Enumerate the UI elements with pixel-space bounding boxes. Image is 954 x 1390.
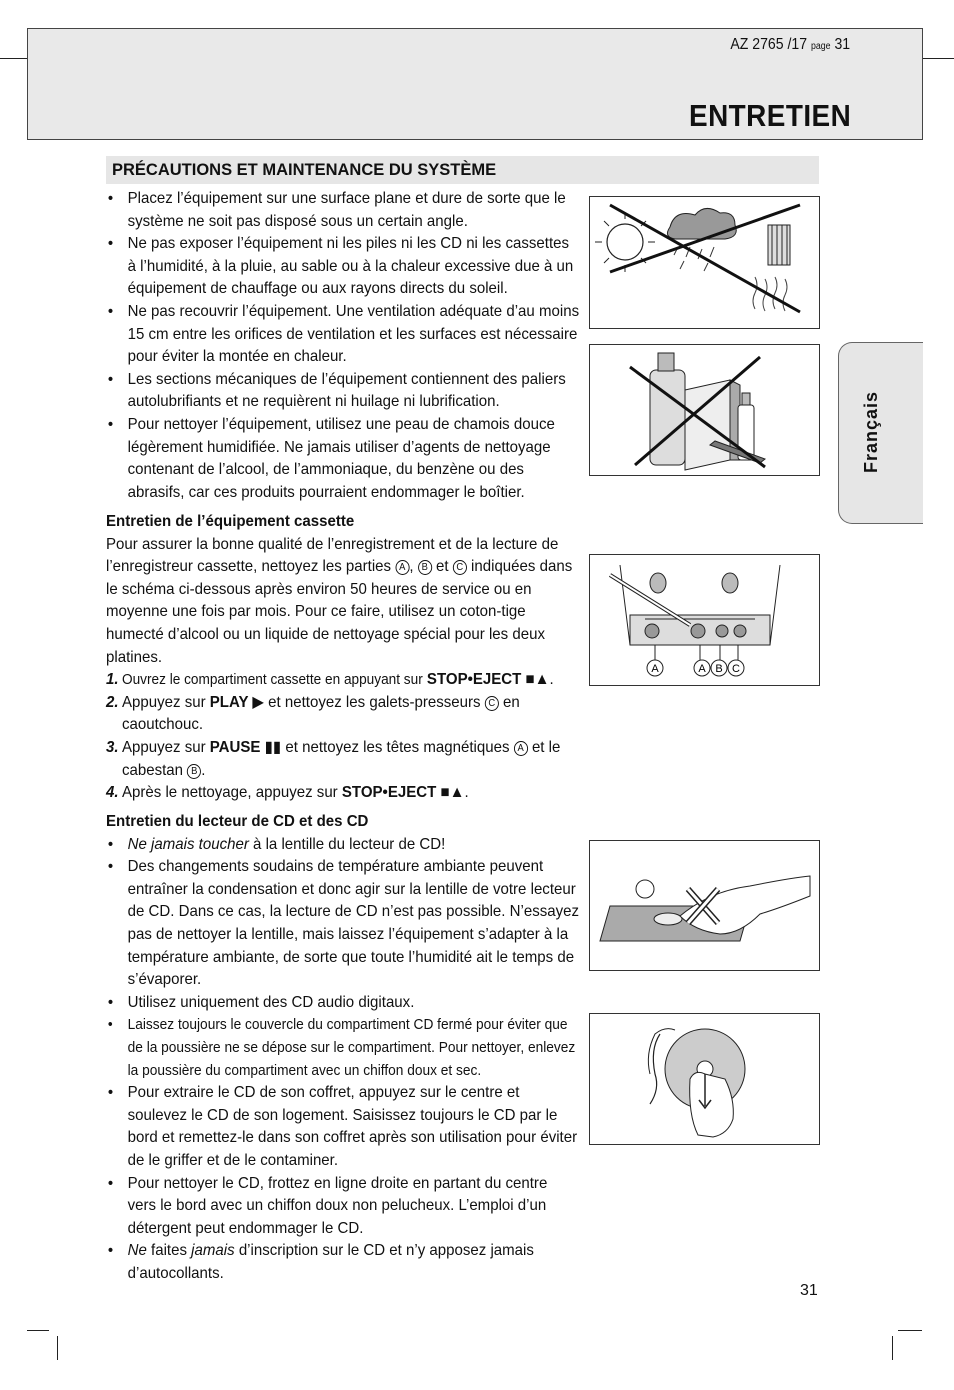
figure-label: A — [651, 663, 659, 675]
step-text: . — [464, 784, 469, 802]
figure-label: A — [698, 663, 706, 675]
cd-lens-drawing — [590, 841, 819, 970]
cassette-deck-illustration — [589, 554, 820, 686]
cd-list — [106, 834, 580, 1286]
emphasis-text: Ne jamais toucher — [127, 835, 249, 853]
page-title: ENTRETIEN — [688, 98, 851, 133]
list-item — [106, 1240, 580, 1285]
weather-hazard-illustration — [589, 196, 820, 329]
cd-cleaning-drawing — [590, 1014, 819, 1144]
precautions-list — [106, 188, 580, 504]
crop-mark — [27, 1330, 49, 1331]
key-label: STOP•EJECT ■▲ — [341, 784, 465, 802]
step-text: en caoutchouc. — [121, 693, 520, 734]
cassette-section — [106, 511, 580, 805]
step-text: et le cabestan — [121, 738, 561, 779]
list-item: • Les sections mécaniques de l’équipement contiennent des paliers autolubrifiants et ne requièrent ni huilage ni lubrification. — [106, 369, 580, 414]
cd-section — [106, 811, 580, 1285]
step-number: 1. — [106, 671, 119, 689]
list-item: • Utilisez uniquement des CD audio digitaux. — [106, 992, 580, 1015]
list-item: • Pour extraire le CD de son coffret, appuyez sur le centre et soulevez le CD de son logement. Saisissez toujours le CD par le bord et remettez-le dans son coffret après son utilisation pour éviter de le griffer et de le contaminer. — [106, 1082, 580, 1172]
list-item: • Pour nettoyer le CD, frottez en ligne droite en partant du centre vers le bord avec un chiffon doux non pelucheux. L’emploi d’un détergent peut endommager le CD. — [106, 1173, 580, 1241]
cassette-deck-drawing — [590, 555, 819, 685]
step-text: . — [201, 761, 206, 779]
separator: et — [436, 558, 449, 576]
cassette-heading: Entretien de l’équipement cassette — [106, 513, 355, 530]
key-label: PLAY ▶ — [209, 693, 264, 711]
section-heading: PRÉCAUTIONS ET MAINTENANCE DU SYSTÈME — [112, 161, 497, 179]
list-item: • Placez l’équipement sur une surface plane et dure de sorte que le système ne soit pas disposé sous un certain angle. — [106, 188, 580, 233]
model-number: AZ 2765 /17 — [730, 36, 807, 53]
page-number: 31 — [800, 1282, 818, 1299]
language-tab — [838, 342, 923, 524]
list-text: à la lentille du lecteur de CD! — [253, 835, 446, 853]
crop-mark — [892, 1336, 893, 1360]
section-heading-bar — [106, 156, 819, 184]
model-reference — [730, 36, 850, 54]
list-item: • Ne pas exposer l’équipement ni les piles ni les CD ni les cassettes à l’humidité, à la pluie, au sable ou à la chaleur excessive due à un équipement de chauffage ou aux rayons directs du soleil. — [106, 233, 580, 301]
step-text: . — [549, 671, 554, 689]
list-item — [106, 834, 580, 857]
marker-a: A — [514, 741, 528, 756]
cd-cleaning-illustration — [589, 1013, 820, 1145]
cleaning-products-illustration — [589, 344, 820, 476]
step-number: 3. — [106, 738, 119, 756]
marker-b: B — [418, 560, 432, 575]
list-item: • Des changements soudains de température ambiante peuvent entraîner la condensation et donc agir sur la lentille de votre lecteur de CD. Dans ce cas, la lecture de CD n’est pas possible. N’essayez pas de nettoyer la lentille, mais laissez l’équipement s’adapter à la température ambiante, de sorte que toute l’humidité ait le temps de s’évaporer. — [106, 856, 580, 992]
cd-heading: Entretien du lecteur de CD et des CD — [106, 813, 369, 830]
list-text: faites — [151, 1242, 187, 1260]
step-number: 4. — [106, 784, 119, 802]
emphasis-text: jamais — [191, 1242, 235, 1260]
language-tab-label: Français — [861, 390, 881, 473]
step-item — [106, 692, 580, 737]
key-label: PAUSE ▮▮ — [209, 738, 282, 756]
step-text: Ouvrez le compartiment cassette en appuyant sur — [121, 672, 423, 689]
marker-c: C — [485, 696, 499, 711]
step-number: 2. — [106, 693, 119, 711]
list-item: • Laissez toujours le couvercle du compartiment CD fermé pour éviter que de la poussière ne se dépose sur le compartiment. Pour nettoyer, enlevez la poussière du compartiment avec un chiffon doux et sec. — [106, 1014, 580, 1082]
list-item: • Ne pas recouvrir l’équipement. Une ventilation adéquate d’au moins 15 cm entre les orifices de ventilation et les surfaces est nécessaire pour éviter la montée en chaleur. — [106, 301, 580, 369]
marker-b: B — [187, 764, 201, 779]
cd-lens-illustration — [589, 840, 820, 971]
weather-hazard-drawing — [590, 197, 819, 328]
step-item — [106, 669, 580, 692]
intro-text: Pour assurer la bonne qualité de l’enregistrement et de la lecture de l’enregistreur cassette, nettoyez les parties — [106, 535, 559, 576]
cassette-steps — [106, 669, 580, 805]
emphasis-text: Ne — [127, 1242, 147, 1260]
step-text: Appuyez sur — [121, 693, 206, 711]
step-text: Appuyez sur — [121, 738, 206, 756]
marker-c: C — [453, 560, 467, 575]
step-text: et nettoyez les galets-presseurs — [268, 693, 481, 711]
page-word: page — [810, 41, 831, 52]
key-label: STOP•EJECT ■▲ — [426, 671, 550, 689]
header-page-number: 31 — [834, 36, 850, 53]
crop-mark — [898, 1330, 922, 1331]
marker-a: A — [395, 560, 409, 575]
step-text: Après le nettoyage, appuyez sur — [121, 784, 338, 802]
intro-text: indiquées dans le schéma ci-dessous après environ 50 heures de service ou en moyenne une fois par mois. Pour ce faire, utilisez un coton-tige humecté d’alcool ou un liquide de nettoyage spécial pour les deux platines. — [106, 558, 573, 666]
step-text: et nettoyez les têtes magnétiques — [285, 738, 510, 756]
step-item — [106, 737, 580, 782]
crop-mark — [57, 1336, 58, 1360]
cassette-intro — [106, 534, 580, 670]
separator: , — [409, 558, 414, 576]
list-text: d’inscription sur le CD et n’y apposez jamais d’autocollants. — [127, 1242, 534, 1282]
list-item: • Pour nettoyer l’équipement, utilisez une peau de chamois douce légèrement humidifiée. Ne jamais utiliser d’agents de nettoyage contenant de l’alcool, de l’ammoniaque, du benzène ou des abrasifs, car ces produits pourraient endommager le boîtier. — [106, 414, 580, 504]
figure-label: C — [732, 663, 740, 675]
figure-label: B — [715, 663, 723, 675]
cleaning-products-drawing — [590, 345, 819, 475]
step-item — [106, 782, 580, 805]
